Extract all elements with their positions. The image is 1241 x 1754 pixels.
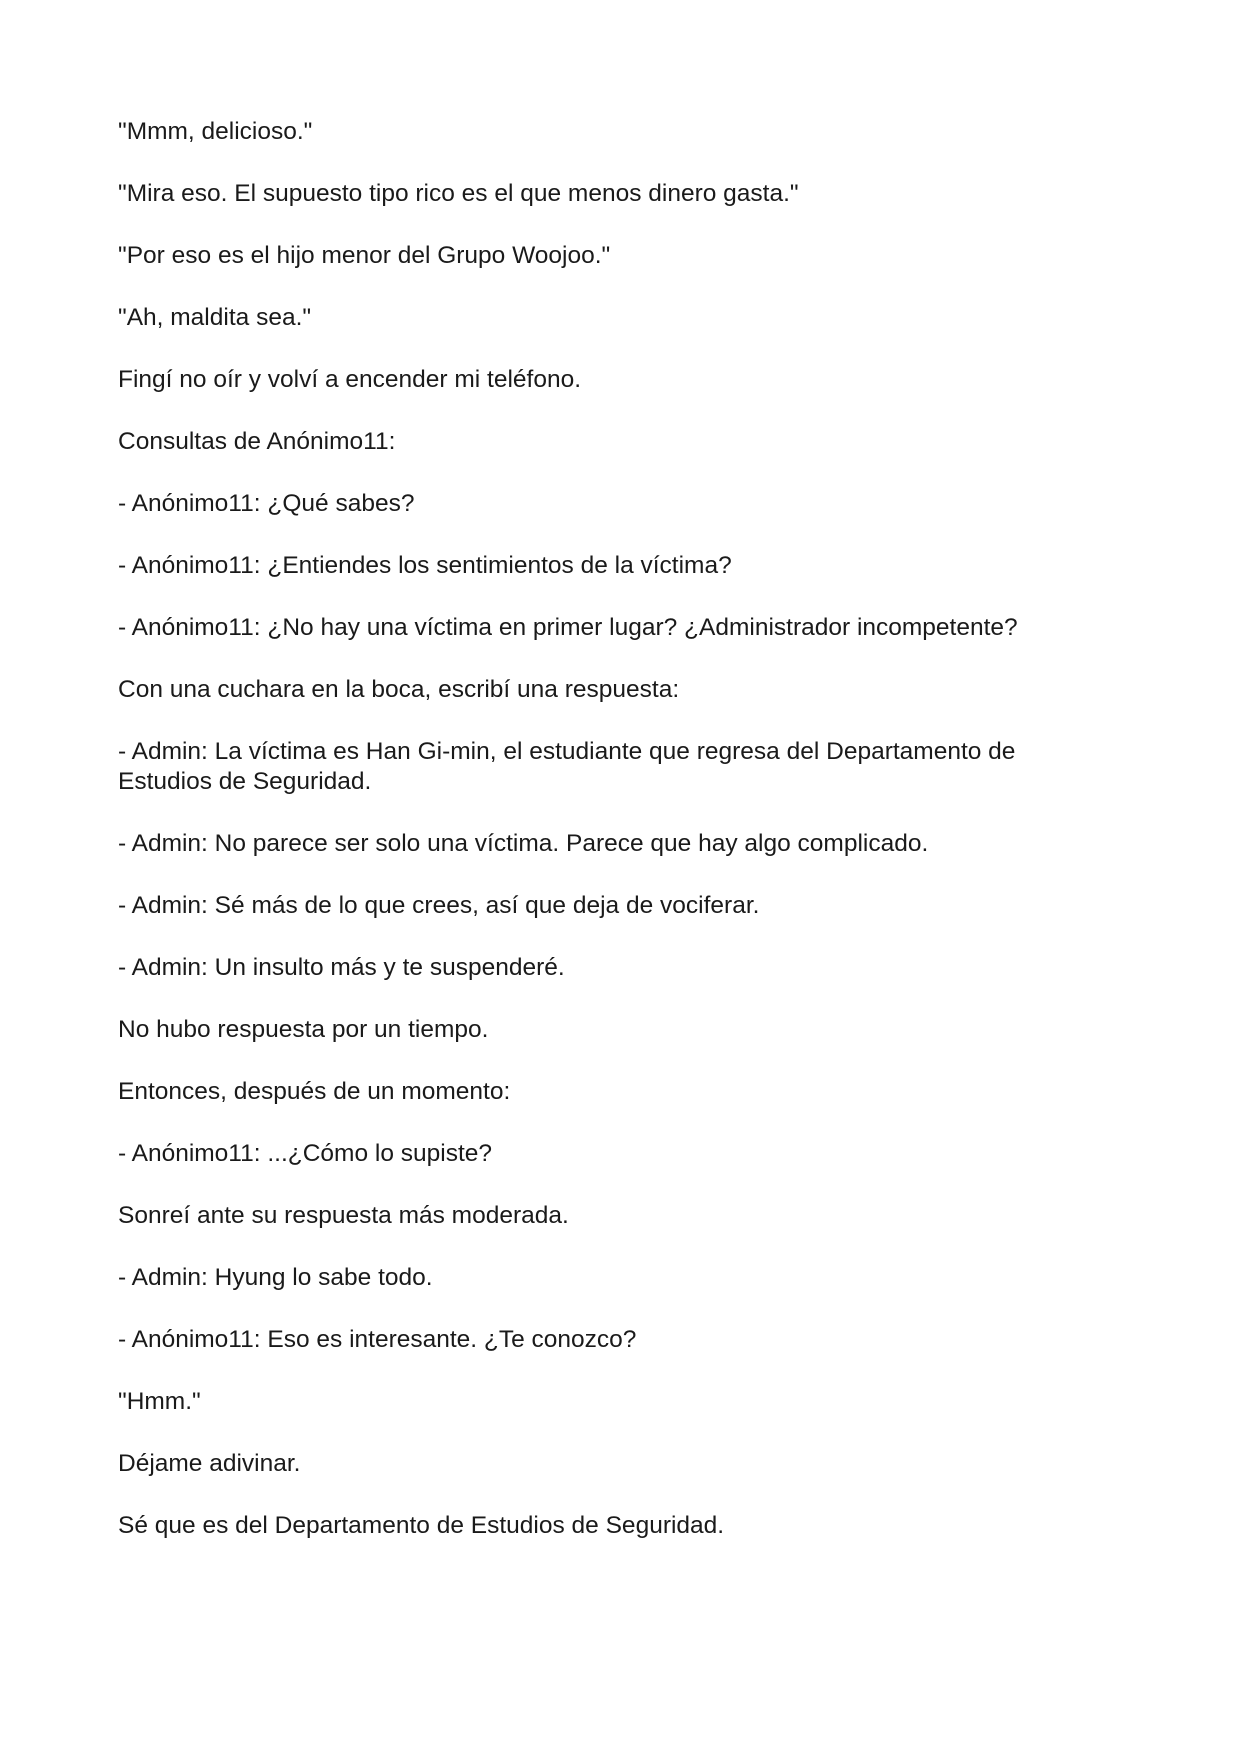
paragraph: - Admin: La víctima es Han Gi-min, el estudiante que regresa del Departamento de Estudios de Seguridad. — [118, 738, 1016, 795]
paragraph: - Anónimo11: Eso es interesante. ¿Te conozco? — [118, 1326, 637, 1353]
paragraph: - Admin: No parece ser solo una víctima. Parece que hay algo complicado. — [118, 830, 929, 857]
paragraph: Déjame adivinar. — [118, 1450, 301, 1477]
paragraph: "Mmm, delicioso." — [118, 118, 313, 145]
paragraph: - Anónimo11: ¿No hay una víctima en primer lugar? ¿Administrador incompetente? — [118, 614, 1018, 641]
paragraph: - Anónimo11: ¿Qué sabes? — [118, 490, 415, 517]
document-body — [118, 117, 1138, 1573]
paragraph: No hubo respuesta por un tiempo. — [118, 1016, 489, 1043]
paragraph: Con una cuchara en la boca, escribí una respuesta: — [118, 676, 680, 703]
paragraph: - Admin: Un insulto más y te suspenderé. — [118, 954, 565, 981]
paragraph: - Anónimo11: ¿Entiendes los sentimientos de la víctima? — [118, 552, 732, 579]
paragraph: Fingí no oír y volví a encender mi teléfono. — [118, 366, 582, 393]
paragraph: Sonreí ante su respuesta más moderada. — [118, 1202, 569, 1229]
paragraph: Sé que es del Departamento de Estudios de Seguridad. — [118, 1512, 725, 1539]
paragraph: "Ah, maldita sea." — [118, 304, 312, 331]
paragraph: - Admin: Hyung lo sabe todo. — [118, 1264, 433, 1291]
paragraph: "Hmm." — [118, 1388, 201, 1415]
paragraph: Entonces, después de un momento: — [118, 1078, 511, 1105]
paragraph: - Admin: Sé más de lo que crees, así que deja de vociferar. — [118, 892, 760, 919]
paragraph: "Mira eso. El supuesto tipo rico es el que menos dinero gasta." — [118, 180, 799, 207]
paragraph: Consultas de Anónimo11: — [118, 428, 396, 455]
paragraph: "Por eso es el hijo menor del Grupo Woojoo." — [118, 242, 611, 269]
paragraph: - Anónimo11: ...¿Cómo lo supiste? — [118, 1140, 493, 1167]
